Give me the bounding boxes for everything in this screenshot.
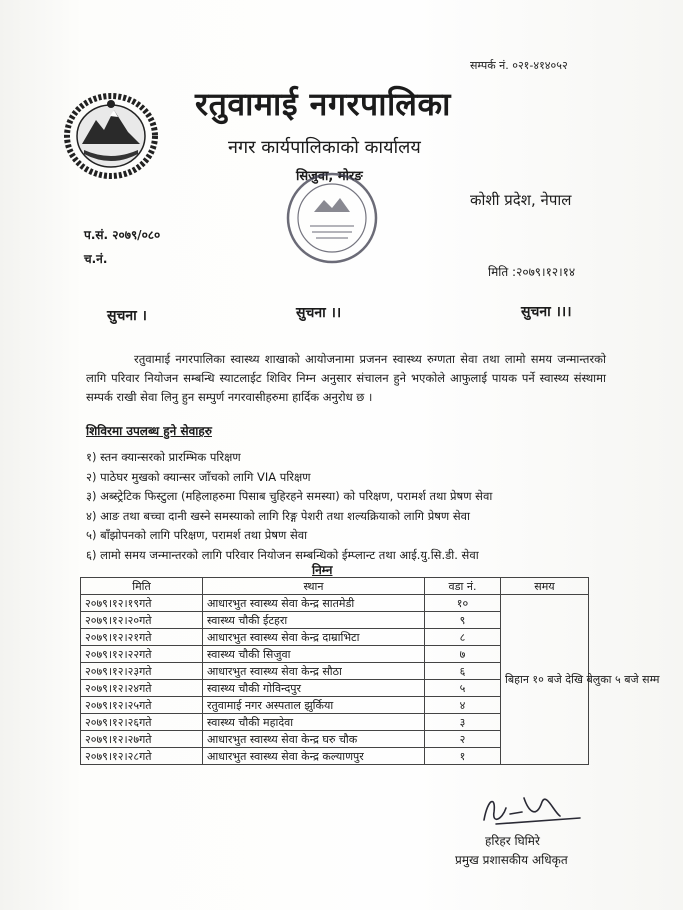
services-list	[86, 448, 492, 565]
row-date: २०७९।१२।२०गते	[81, 612, 203, 629]
row-date: २०७९।१२।२३गते	[81, 663, 203, 680]
row-place: आधारभुत स्वास्थ्य सेवा केन्द्र सातमेडी	[203, 595, 425, 612]
row-ward: १	[425, 748, 501, 765]
row-place: आधारभुत स्वास्थ्य सेवा केन्द्र घरु चौक	[203, 731, 425, 748]
signatory-name: हरिहर घिमिरे	[485, 834, 540, 848]
row-date: २०७९।१२।२८गते	[81, 748, 203, 765]
table-header-row	[81, 578, 589, 595]
row-date: २०७९।१२।२२गते	[81, 646, 203, 663]
service-item: ६) लामो समय जन्मान्तरको लागि परिवार नियोजन सम्बन्धिको ईम्प्लान्ट तथा आई.यु.सि.डी. सेवा	[86, 547, 479, 562]
dispatch-number: च.नं.	[84, 252, 108, 266]
header-ward: वडा नं.	[425, 578, 501, 595]
row-place: स्वास्थ्य चौकी ईटहरा	[203, 612, 425, 629]
organization-name: रतुवामाई नगरपालिका	[195, 85, 451, 123]
notice-body: रतुवामाई नगरपालिका स्वास्थ्य शाखाको आयोजनामा प्रजनन स्वास्थ्य रुग्णता सेवा तथा लामो समय जन्मान्तरको लागि परिवार नियोजन सम्बन्धि स्याटलाईट शिविर निम्न अनुसार संचालन हुने भएकोले आफुलाई पायक पर्ने स्वास्थ्य संस्थामा सम्पर्क राखी सेवा लिनु हुन सम्पुर्ण नगरवासीहरुमा हार्दिक अनुरोध छ ।	[86, 351, 606, 404]
row-ward: ९	[425, 612, 501, 629]
office-address: सिजुवा, मोरङ	[296, 169, 363, 184]
header-place: स्थान	[203, 578, 425, 595]
notice-heading-1: सुचना ।	[107, 308, 147, 324]
service-item: २) पाठेघर मुखको क्यान्सर जाँचको लागि VIA परिक्षण	[86, 469, 311, 484]
signatory-title: प्रमुख प्रशासकीय अधिकृत	[455, 853, 568, 867]
service-item: ५) बाँझोपनको लागि परिक्षण, परामर्श तथा प्रेषण सेवा	[86, 528, 308, 542]
row-date: २०७९।१२।२७गते	[81, 731, 203, 748]
row-ward: १०	[425, 595, 501, 612]
row-time: बिहान १० बजे देखि बेलुका ५ बजे सम्म	[501, 595, 589, 765]
row-ward: ६	[425, 663, 501, 680]
row-ward: २	[425, 731, 501, 748]
row-date: २०७९।१२।१९गते	[81, 595, 203, 612]
row-ward: ८	[425, 629, 501, 646]
row-place: स्वास्थ्य चौकी गोविन्दपुर	[203, 680, 425, 697]
service-item: ४) आङ तथा बच्चा दानी खस्ने समस्याको लागि रिङ्ग पेशरी तथा शल्यक्रियाको लागि प्रेषण सेवा	[86, 508, 470, 523]
contact-number: सम्पर्क नं. ०२१-४१४०५२	[470, 59, 568, 72]
official-stamp-icon	[282, 168, 382, 268]
row-place: आधारभुत स्वास्थ्य सेवा केन्द्र कल्याणपुर	[203, 748, 425, 765]
header-time: समय	[501, 578, 589, 595]
notice-heading-3: सुचना ।।।	[521, 304, 572, 320]
row-ward: ४	[425, 697, 501, 714]
table-title: निम्न	[312, 563, 333, 577]
row-date: २०७९।१२।२४गते	[81, 680, 203, 697]
signature-icon	[476, 790, 586, 830]
province-name: कोशी प्रदेश, नेपाल	[470, 191, 572, 209]
row-ward: ७	[425, 646, 501, 663]
header-date: मिति	[81, 578, 203, 595]
reference-number: प.सं. २०७९/०८०	[84, 228, 161, 242]
letter-date: मिति :२०७९।१२।१४	[488, 265, 576, 279]
row-date: २०७९।१२।२५गते	[81, 697, 203, 714]
office-name: नगर कार्यपालिकाको कार्यालय	[228, 137, 421, 158]
table-row	[81, 595, 589, 612]
row-ward: ५	[425, 680, 501, 697]
row-date: २०७९।१२।२१गते	[81, 629, 203, 646]
row-place: आधारभुत स्वास्थ्य सेवा केन्द्र सौठा	[203, 663, 425, 680]
service-item: ३) अब्स्ट्रेटिक फिस्टुला (महिलाहरुमा पिसाब चुहिरहने समस्या) को परिक्षण, परामर्श तथा प्रेषण सेवा	[86, 489, 493, 503]
service-item: १) स्तन क्यान्सरको प्रारम्भिक परिक्षण	[86, 450, 241, 464]
row-date: २०७९।१२।२६गते	[81, 714, 203, 731]
services-heading: शिविरमा उपलब्ध हुने सेवाहरु	[86, 424, 212, 438]
row-place: स्वास्थ्य चौकी महादेवा	[203, 714, 425, 731]
row-place: रतुवामाई नगर अस्पताल झुर्किया	[203, 697, 425, 714]
schedule-table	[80, 577, 660, 765]
government-emblem-icon	[62, 92, 160, 180]
row-ward: ३	[425, 714, 501, 731]
row-place: स्वास्थ्य चौकी सिजुवा	[203, 646, 425, 663]
row-place: आधारभुत स्वास्थ्य सेवा केन्द्र दाम्राभिटा	[203, 629, 425, 646]
notice-heading-2: सुचना ।।	[296, 305, 342, 321]
